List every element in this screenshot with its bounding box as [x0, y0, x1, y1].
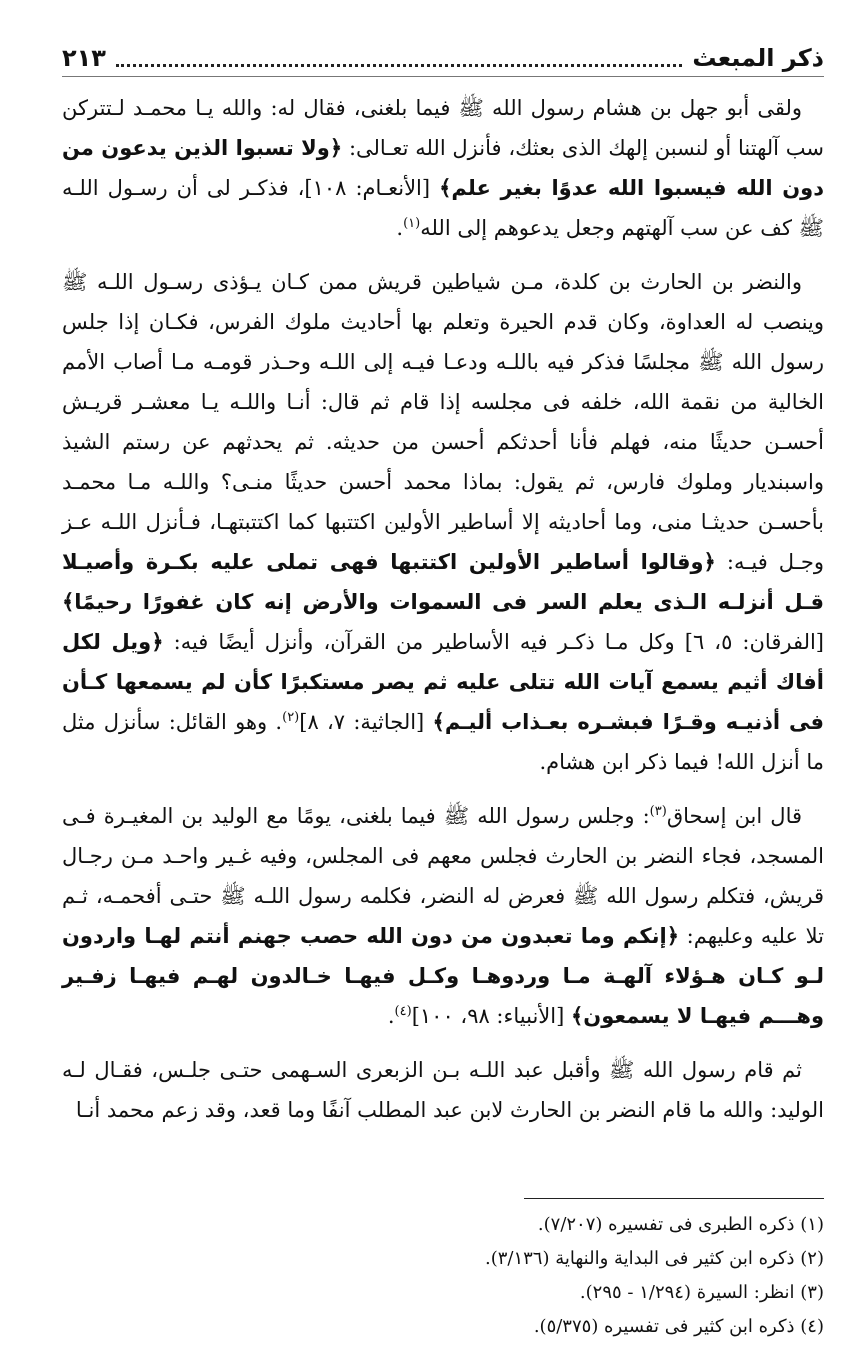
text-run: . [396, 216, 404, 240]
page-number: ٢١٣ [62, 44, 106, 72]
footnote-4: (٤) ذكره ابن كثير فى تفسيره (٥/٣٧٥). [533, 1316, 824, 1337]
quran-quote: ﴿وقالوا أساطير الأولين اكتتبها فهى تملى عليه بكـرة وأصيـلا قـل أنزلـه الـذى يعلم السر فى السموات والأرض إنه كان غفورًا رحيمًا﴾ [62, 550, 824, 614]
footnote-divider [524, 1198, 824, 1199]
text-run: : وجلس رسول الله ﷺ فيما بلغنى، يومًا مع الوليد بن المغيـرة فـى المسجد، فجاء النضر بن الحارث فجلس معهم فى المجلس، وفيه غـير واحـد مـن رجـال قريش، فتكلم رسول الله ﷺ فعرض له النضر، فكلمه رسول اللـه ﷺ حتـى أفحمـه، ثـم تلا عليه وعليهم: [62, 804, 824, 948]
text-run: . [387, 1004, 395, 1028]
text-run: والنضر بن الحارث بن كلدة، مـن شياطين قريش ممن كـان يـؤذى رسـول اللـه ﷺ وينصب له العداوة، وكان قدم الحيرة وتعلم بها أحاديث ملوك الفرس، فكـان إذا جلس رسول الله ﷺ مجلسًا فذكر فيه باللـه ودعـا فيـه إلى اللـه وحـذر قومـه مـا أصاب الأمم الخالية من نقمة الله، خلفه فى مجلسه إذا قام ثم قال: أنـا واللـه يـا معشـر قريـش أحسـن حديثًا منه، فهلم فأنا أحدثكم أحسن من حديثه. ثم يحدثهم عن رستم الشيذ واسبنديار وملوك فارس، ثم يقول: بماذا محمد أحسن حديثًا منـى؟ واللـه مـا محمـد بأحسـن حديثـا منى، وما أحاديثه إلا أساطير الأولين اكتتبها كما اكتتبتهـا، فـأنزل اللـه عـز وجـل فيـه: [62, 270, 824, 574]
text-run: ولقى أبو جهل بن هشام رسول الله ﷺ فيما بلغنى، فقال له: والله يـا محمـد لـتتركن سب آلهتنا أو لنسبن إلهك الذى بعثك، فأنزل الله تعـالى: [62, 96, 825, 160]
text-run: [الأنبياء: ٩٨، ١٠٠] [411, 1004, 571, 1028]
footnotes [62, 1208, 824, 1344]
running-header [62, 40, 824, 77]
quran-quote: ﴿إنكم وما تعبدون من دون الله حصب جهنم أنتم لهـا واردون لـو كـان هـؤلاء آلهـة مـا وردوهـا وكـل فيهـا خـالدون لهـم فيهـا زفـير وهـــم فيهـا لا يسمعون﴾ [62, 924, 824, 1028]
quran-quote: ﴿ويل لكل أفاك أثيم يسمع آيات الله تتلى عليه ثم يصر مستكبرًا كأن لم يسمعها كـأن فى أذنيـه وقـرًا فبشـره بعـذاب أليـم﴾ [62, 630, 824, 734]
text-run: ثم قام رسول الله ﷺ وأقبل عبد اللـه بـن الزبعرى السـهمى حتـى جلـس، فقـال لـه الوليد: والله ما قام النضر بن الحارث لابن عبد المطلب آنفًا وما قعد، وقد زعم محمد أنـا [62, 1058, 824, 1122]
footnote-ref[interactable]: (٣) [649, 804, 667, 819]
quran-quote: ﴿ولا تسبوا الذين يدعون من دون الله فيسبوا الله عدوًا بغير علم﴾ [62, 136, 824, 200]
text-run: [الجاثية: ٧، ٨] [299, 710, 433, 734]
paragraph-2 [62, 262, 824, 782]
paragraph-1 [62, 88, 824, 248]
footnote-ref[interactable]: (١) [403, 216, 421, 231]
text-run: [الأنعـام: ١٠٨]، فذكـر لى أن رسـول اللـه ﷺ كف عن سب آلهتهم وجعل يدعوهم إلى الله [62, 176, 824, 240]
footnote-1: (١) ذكره الطبرى فى تفسيره (٧/٢٠٧). [537, 1214, 824, 1235]
text-run: [الفرقان: ٥، ٦] وكل مـا ذكـر فيه الأساطير من القرآن، وأنزل أيضًا فيه: [163, 630, 825, 654]
chapter-title: ذكر المبعث [692, 44, 824, 72]
paragraph-3 [62, 796, 824, 1036]
paragraph-4 [62, 1050, 824, 1130]
footnote-2: (٢) ذكره ابن كثير فى البداية والنهاية (٣/١٣٦). [484, 1248, 824, 1269]
footnote-ref[interactable]: (٢) [282, 710, 300, 725]
main-text [62, 88, 824, 1144]
footnote-3: (٣) انظر: السيرة (١/٢٩٤ - ٢٩٥). [579, 1282, 824, 1303]
footnote-ref[interactable]: (٤) [394, 1004, 412, 1019]
leader-dots [116, 50, 682, 67]
text-run: . وهو القائل: سأنزل مثل ما أنزل الله! فيما ذكر ابن هشام. [62, 710, 824, 774]
text-run: قال ابن إسحاق [666, 804, 803, 828]
